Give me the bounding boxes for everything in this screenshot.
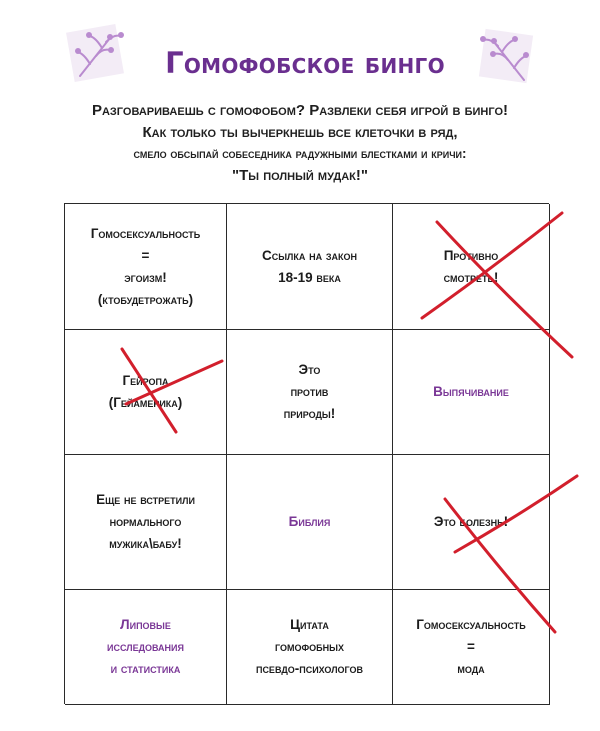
cell-text: Противно смотреть! (443, 247, 499, 285)
cell-text: Еще не встретили нормального мужика\бабу! (96, 492, 195, 551)
bingo-cell[interactable] (65, 455, 227, 590)
page-title: Гомофобское бинго (165, 46, 445, 80)
bingo-cell[interactable] (227, 590, 393, 705)
bingo-cell[interactable] (393, 590, 550, 705)
bingo-cell[interactable] (393, 455, 550, 590)
intro-line: Разговариваешь с гомофобом? Развлеки себя игрой в бинго! (91, 102, 509, 119)
cell-text: Гейропа (Гейамерика) (108, 373, 183, 410)
bingo-cell[interactable] (227, 204, 393, 330)
cell-text: Цитата гомофобных псевдо-психологов (255, 617, 364, 676)
lavender-sprig-icon (474, 24, 538, 88)
lavender-sprig-icon (66, 20, 130, 84)
cell-text: Выпячивание (433, 384, 509, 399)
bingo-cell[interactable] (65, 330, 227, 455)
bingo-cell[interactable] (65, 590, 227, 705)
bingo-grid (64, 203, 549, 704)
intro-line: Как только ты вычеркнешь все клеточки в ряд, (142, 123, 458, 141)
bingo-cell[interactable] (227, 330, 393, 455)
bingo-cell[interactable] (393, 330, 550, 455)
cell-text: Это болезнь! (433, 514, 509, 529)
bingo-cell[interactable] (393, 204, 550, 330)
intro-text (40, 100, 560, 186)
cell-text: Липовые исследования и статистика (107, 617, 184, 676)
cell-text: Ссылка на закон 18-19 века (262, 247, 357, 285)
cell-text: Гомосексуальность = мода (416, 617, 526, 676)
intro-line: "Ты полный мудак!" (232, 166, 368, 184)
cell-text: Это против природы! (283, 362, 336, 421)
header (0, 0, 600, 200)
bingo-cell[interactable] (227, 455, 393, 590)
cell-text: Библия (288, 514, 331, 529)
intro-line: смело обсыпай собеседника радужными блестками и кричи: (133, 146, 467, 161)
cell-text: Гомосексуальность = эгоизм! (ктобудетрожать) (90, 225, 201, 307)
bingo-cell[interactable] (65, 204, 227, 330)
